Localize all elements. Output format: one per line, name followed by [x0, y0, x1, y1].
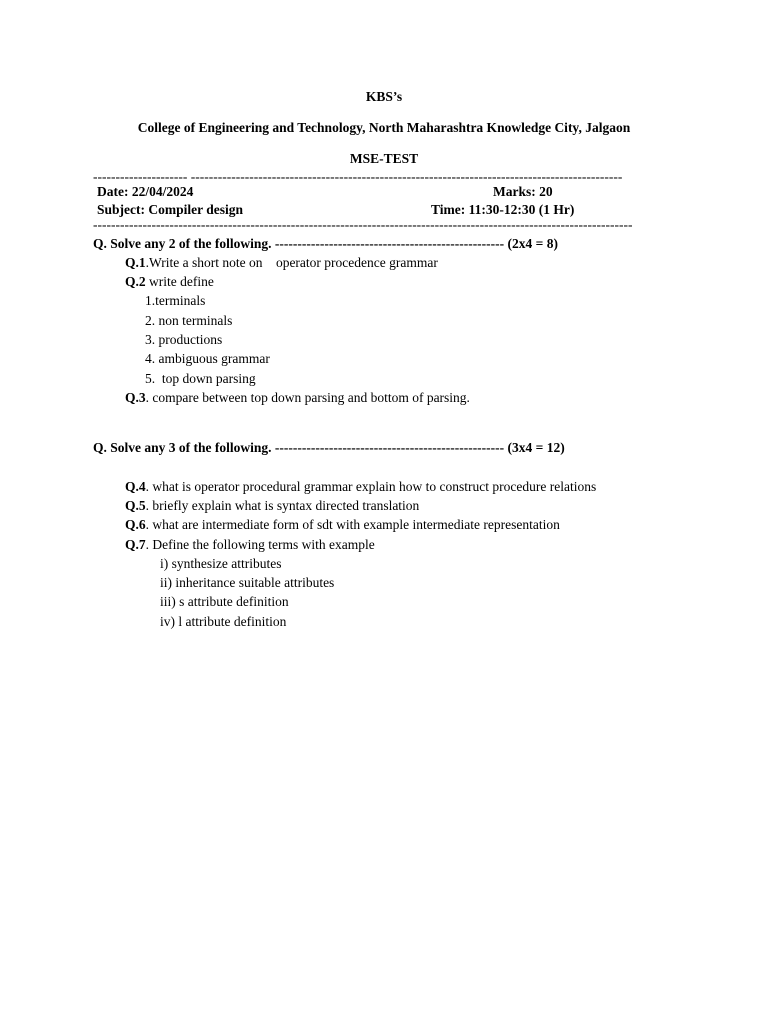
question-number: Q.2 [125, 274, 146, 289]
question-text: . what is operator procedural grammar explain how to construct procedure relations [145, 479, 597, 494]
question-7 [125, 536, 375, 554]
question-number: Q.1 [125, 255, 146, 270]
exam-marks: Marks: 20 [493, 184, 553, 199]
exam-date: Date: 22/04/2024 [97, 184, 194, 199]
question-text: . Define the following terms with example [145, 537, 375, 552]
exam-time: Time: 11:30-12:30 (1 Hr) [431, 202, 575, 217]
q2-item: 4. ambiguous grammar [145, 351, 270, 366]
question-text: . compare between top down parsing and bottom of parsing. [145, 390, 470, 405]
q7-item: ii) inheritance suitable attributes [160, 575, 335, 590]
q7-item: iv) l attribute definition [160, 614, 287, 629]
college-name: College of Engineering and Technology, North Maharashtra Knowledge City, Jalgaon [137, 120, 631, 135]
section2-heading: Q. Solve any 3 of the following. --------------------------------------------------- (3x4 = 12) [93, 440, 565, 455]
question-number: Q.6 [125, 517, 146, 532]
q2-item: 3. productions [145, 332, 223, 347]
top-dashed-rule: --------------------- ------------------------------------------------------------------------------------------------ [93, 171, 623, 183]
q7-item: iii) s attribute definition [160, 594, 289, 609]
question-text: . what are intermediate form of sdt with example intermediate representation [145, 517, 560, 532]
question-number: Q.5 [125, 498, 146, 513]
exam-title: MSE-TEST [349, 151, 419, 166]
question-number: Q.7 [125, 537, 146, 552]
question-text: .Write a short note on operator procedence grammar [145, 255, 438, 270]
exam-subject: Subject: Compiler design [97, 202, 244, 217]
question-5 [125, 497, 419, 515]
org-short-name: KBS’s [365, 89, 403, 104]
question-text: write define [145, 274, 214, 289]
bottom-dashed-rule: ------------------------------------------------------------------------------------------------------------------------ [93, 219, 633, 231]
q2-item: 5. top down parsing [145, 371, 256, 386]
question-text: . briefly explain what is syntax directed translation [145, 498, 420, 513]
question-3 [125, 389, 470, 407]
question-1 [125, 254, 438, 272]
question-number: Q.3 [125, 390, 146, 405]
question-6 [125, 516, 560, 534]
q2-item: 1.terminals [145, 293, 206, 308]
q7-item: i) synthesize attributes [160, 556, 282, 571]
question-2 [125, 273, 214, 291]
question-number: Q.4 [125, 479, 146, 494]
section1-heading: Q. Solve any 2 of the following. --------------------------------------------------- (2x4 = 8) [93, 236, 558, 251]
q2-item: 2. non terminals [145, 313, 233, 328]
question-4 [125, 478, 596, 496]
